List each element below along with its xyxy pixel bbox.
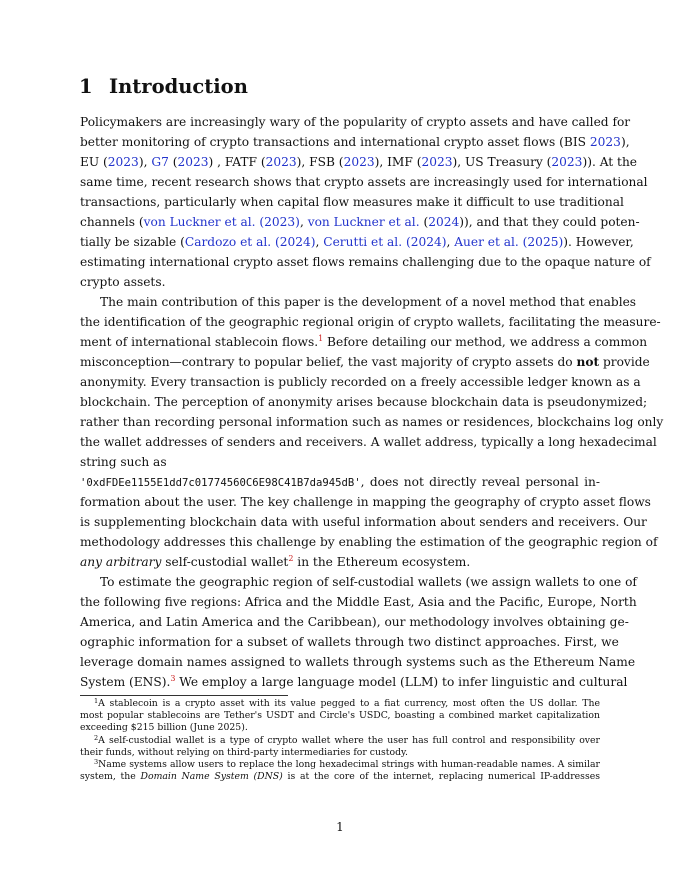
citation-link[interactable]: Cardozo et al. (2024): [184, 235, 316, 249]
text-line: transactions, particularly when capital flow measures make it difficult to use traditional: [80, 195, 624, 209]
text-line: The main contribution of this paper is the development of a novel method that enables: [100, 295, 637, 309]
emphasis-not: not: [576, 355, 600, 369]
text-line: string such as: [80, 455, 167, 469]
footnote-3-line: system, the Domain Name System (DNS) is at the core of the internet, replacing numerical IP-addresses: [80, 771, 600, 783]
text-line: '0xdFDEe1155E1dd7c01774560C6E98C41B7da945dB', does not directly reveal personal in-: [80, 475, 600, 489]
text-line: the identification of the geographic regional origin of crypto wallets, facilitating the measure-: [80, 315, 661, 329]
citation-link[interactable]: Cerutti et al. (2024): [323, 235, 447, 249]
text-line: ographic information for a subset of wallets through two distinct approaches. First, we: [80, 635, 619, 649]
page-number: 1: [336, 820, 344, 834]
text-line: is supplementing blockchain data with useful information about senders and receivers. Our: [80, 515, 647, 529]
text-line: ment of international stablecoin flows.$^1$ Before detailing our method, we address a common: [80, 334, 648, 349]
text-line: System (ENS).$^3$ We employ a large language model (LLM) to infer linguistic and cultural: [80, 674, 628, 689]
footnote-ref-2[interactable]: 2: [288, 554, 294, 563]
footnote-ref-3[interactable]: 3: [170, 674, 176, 683]
footnote-rule: [80, 695, 288, 696]
footnote-1-line: most popular stablecoins are Tether's USDT and Circle's USDC, boasting a combined market capitalization: [80, 710, 600, 722]
section-title: Introduction: [109, 75, 248, 98]
text-line: formation about the user. The key challenge in mapping the geography of crypto asset flows: [80, 495, 651, 509]
footnote-ref-1[interactable]: 1: [318, 334, 324, 343]
text-line: tially be sizable (Cardozo et al. (2024), Cerutti et al. (2024), Auer et al. (2025)). However,: [80, 235, 634, 249]
citation-link[interactable]: 2023: [421, 155, 453, 169]
text-line: America, and Latin America and the Caribbean), our methodology involves obtaining ge-: [80, 615, 629, 629]
text-line: same time, recent research shows that crypto assets are increasingly used for international: [80, 175, 648, 189]
text-line: crypto assets.: [80, 275, 166, 289]
citation-link[interactable]: 2023: [343, 155, 375, 169]
footnote-2-line: $^2$A self-custodial wallet is a type of crypto wallet where the user has full control and responsibility over: [94, 733, 600, 746]
citation-link[interactable]: 2023: [589, 135, 621, 149]
text-line: methodology addresses this challenge by enabling the estimation of the geographic region of: [80, 535, 658, 549]
section-number: 1: [79, 75, 93, 98]
footnote-1-line: $^1$A stablecoin is a crypto asset with its value pegged to a fiat currency, most often the US dollar. The: [94, 697, 600, 709]
text-line: any arbitrary self-custodial wallet$^2$ in the Ethereum ecosystem.: [80, 554, 471, 569]
text-line: estimating international crypto asset flows remains challenging due to the opaque nature of: [80, 255, 651, 269]
citation-link[interactable]: 2023: [107, 155, 139, 169]
citation-link[interactable]: von Luckner et al.: [307, 215, 420, 229]
footnotes: [80, 698, 600, 783]
text-line: better monitoring of crypto transactions and international crypto asset flows (BIS 2023),: [80, 135, 630, 149]
footnote-2-line: their funds, without relying on third-party intermediaries for custody.: [80, 746, 409, 758]
paragraph-1: [80, 112, 651, 292]
text-line: misconception—contrary to popular belief, the vast majority of crypto assets do not provide: [80, 355, 650, 369]
text-line: rather than recording personal information such as names or residences, blockchains log only: [80, 415, 664, 429]
paragraph-3: [80, 572, 637, 692]
wallet-address: '0xdFDEe1155E1dd7c01774560C6E98C41B7da945dB': [80, 477, 361, 489]
text-line: the following five regions: Africa and the Middle East, Asia and the Pacific, Europe, North: [80, 595, 637, 609]
paragraph-2: [80, 292, 664, 572]
footnote-1-line: exceeding $215 billion (June 2025).: [80, 722, 248, 734]
citation-link[interactable]: G7: [151, 155, 169, 169]
citation-link[interactable]: 2023: [551, 155, 583, 169]
footnote-3-line: $^3$Name systems allow users to replace the long hexadecimal strings with human-readable names. A similar: [94, 757, 600, 770]
text-line: leverage domain names assigned to wallets through systems such as the Ethereum Name: [80, 655, 636, 669]
section-heading: [79, 74, 248, 100]
citation-link[interactable]: 2023: [265, 155, 297, 169]
emphasis-any-arbitrary: any arbitrary: [80, 555, 162, 569]
text-line: channels (von Luckner et al. (2023), von Luckner et al. (2024)), and that they could poten-: [80, 215, 640, 229]
citation-link[interactable]: 2024: [428, 215, 460, 229]
text-line: the wallet addresses of senders and receivers. A wallet address, typically a long hexadecimal: [80, 435, 657, 449]
text-line: Policymakers are increasingly wary of the popularity of crypto assets and have called for: [80, 115, 631, 129]
text-line: To estimate the geographic region of self-custodial wallets (we assign wallets to one of: [100, 575, 637, 589]
citation-link[interactable]: Auer et al. (2025): [454, 235, 564, 249]
text-line: blockchain. The perception of anonymity arises because blockchain data is pseudonymized;: [80, 395, 648, 409]
text-line: EU (2023), G7 (2023) , FATF (2023), FSB (2023), IMF (2023), US Treasury (2023)). At the: [80, 155, 638, 169]
citation-link[interactable]: 2023: [177, 155, 209, 169]
citation-link[interactable]: von Luckner et al. (2023): [143, 215, 300, 229]
text-line: anonymity. Every transaction is publicly recorded on a freely accessible ledger known as a: [80, 375, 641, 389]
